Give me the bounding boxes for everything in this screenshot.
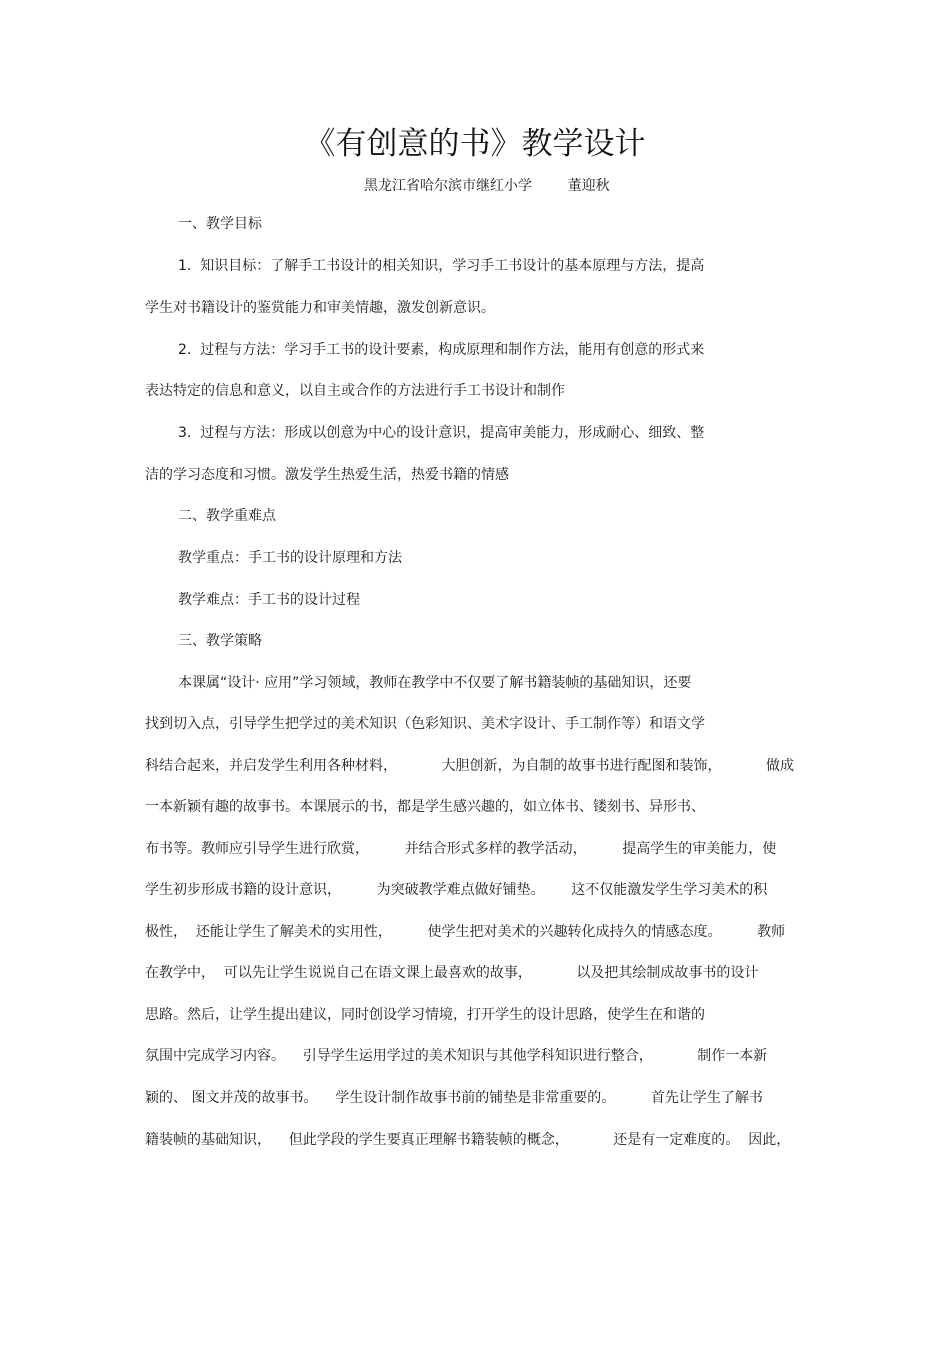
paragraph-line: 布书等。教师应引导学生进行欣赏， 并结合形式多样的教学活动， 提高学生的审美能力，使 <box>145 841 777 857</box>
paragraph-line: 氛围中完成学习内容。 引导学生运用学过的美术知识与其他学科知识进行整合， 制作一本新 <box>145 1048 768 1064</box>
section-heading-objectives: 一、教学目标 <box>178 216 262 232</box>
paragraph-line: 籍装帧的基础知识， 但此学段的学生要真正理解书籍装帧的概念， 还是有一定难度的。 因此， <box>145 1132 791 1148</box>
paragraph-line: 颖的、 图文并茂的故事书。 学生设计制作故事书前的铺垫是非常重要的。 首先让学生了解书 <box>145 1090 763 1106</box>
section-heading-strategy: 三、教学策略 <box>178 633 262 649</box>
paragraph-line: 在教学中， 可以先让学生说说自己在语文课上最喜欢的故事， 以及把其绘制成故事书的设计 <box>145 965 759 981</box>
author-line: 黑龙江省哈尔滨市继红小学 董迎秋 <box>364 178 610 194</box>
paragraph-line: 本课属“设计· 应用”学习领域，教师在教学中不仅要了解书籍装帧的基础知识，还要 <box>178 675 692 691</box>
paragraph-line: 极性， 还能让学生了解美术的实用性， 使学生把对美术的兴趣转化成持久的情感态度。 教师 <box>145 924 786 940</box>
paragraph-line: 找到切入点，引导学生把学过的美术知识（色彩知识、美术字设计、手工制作等）和语文学 <box>145 716 705 732</box>
paragraph-line: 学生对书籍设计的鉴赏能力和审美情趣，激发创新意识。 <box>145 300 495 316</box>
paragraph-line: 学生初步形成书籍的设计意识， 为突破教学难点做好铺垫。 这不仅能激发学生学习美术的积 <box>145 882 768 898</box>
paragraph-line: 3. 过程与方法：形成以创意为中心的设计意识，提高审美能力，形成耐心、细致、整 <box>178 425 705 441</box>
paragraph-line: 2. 过程与方法：学习手工书的设计要素，构成原理和制作方法，能用有创意的形式来 <box>178 342 705 358</box>
paragraph-line: 洁的学习态度和习惯。激发学生热爱生活，热爱书籍的情感 <box>145 467 509 483</box>
paragraph-line: 科结合起来，并启发学生利用各种材料， 大胆创新，为自制的故事书进行配图和装饰， 做成 <box>145 758 795 774</box>
paragraph-line: 教学难点：手工书的设计过程 <box>178 592 360 608</box>
paragraph-line: 思路。然后，让学生提出建议，同时创设学习情境，打开学生的设计思路，使学生在和谐的 <box>145 1007 705 1023</box>
section-heading-key-points: 二、教学重难点 <box>178 508 276 524</box>
paragraph-line: 教学重点：手工书的设计原理和方法 <box>178 550 402 566</box>
paragraph-line: 一本新颖有趣的故事书。本课展示的书，都是学生感兴趣的，如立体书、镂刻书、异形书、 <box>145 799 705 815</box>
document-title: 《有创意的书》教学设计 <box>304 126 646 162</box>
paragraph-line: 1. 知识目标：了解手工书设计的相关知识，学习手工书设计的基本原理与方法，提高 <box>178 258 705 274</box>
paragraph-line: 表达特定的信息和意义，以自主或合作的方法进行手工书设计和制作 <box>145 383 565 399</box>
